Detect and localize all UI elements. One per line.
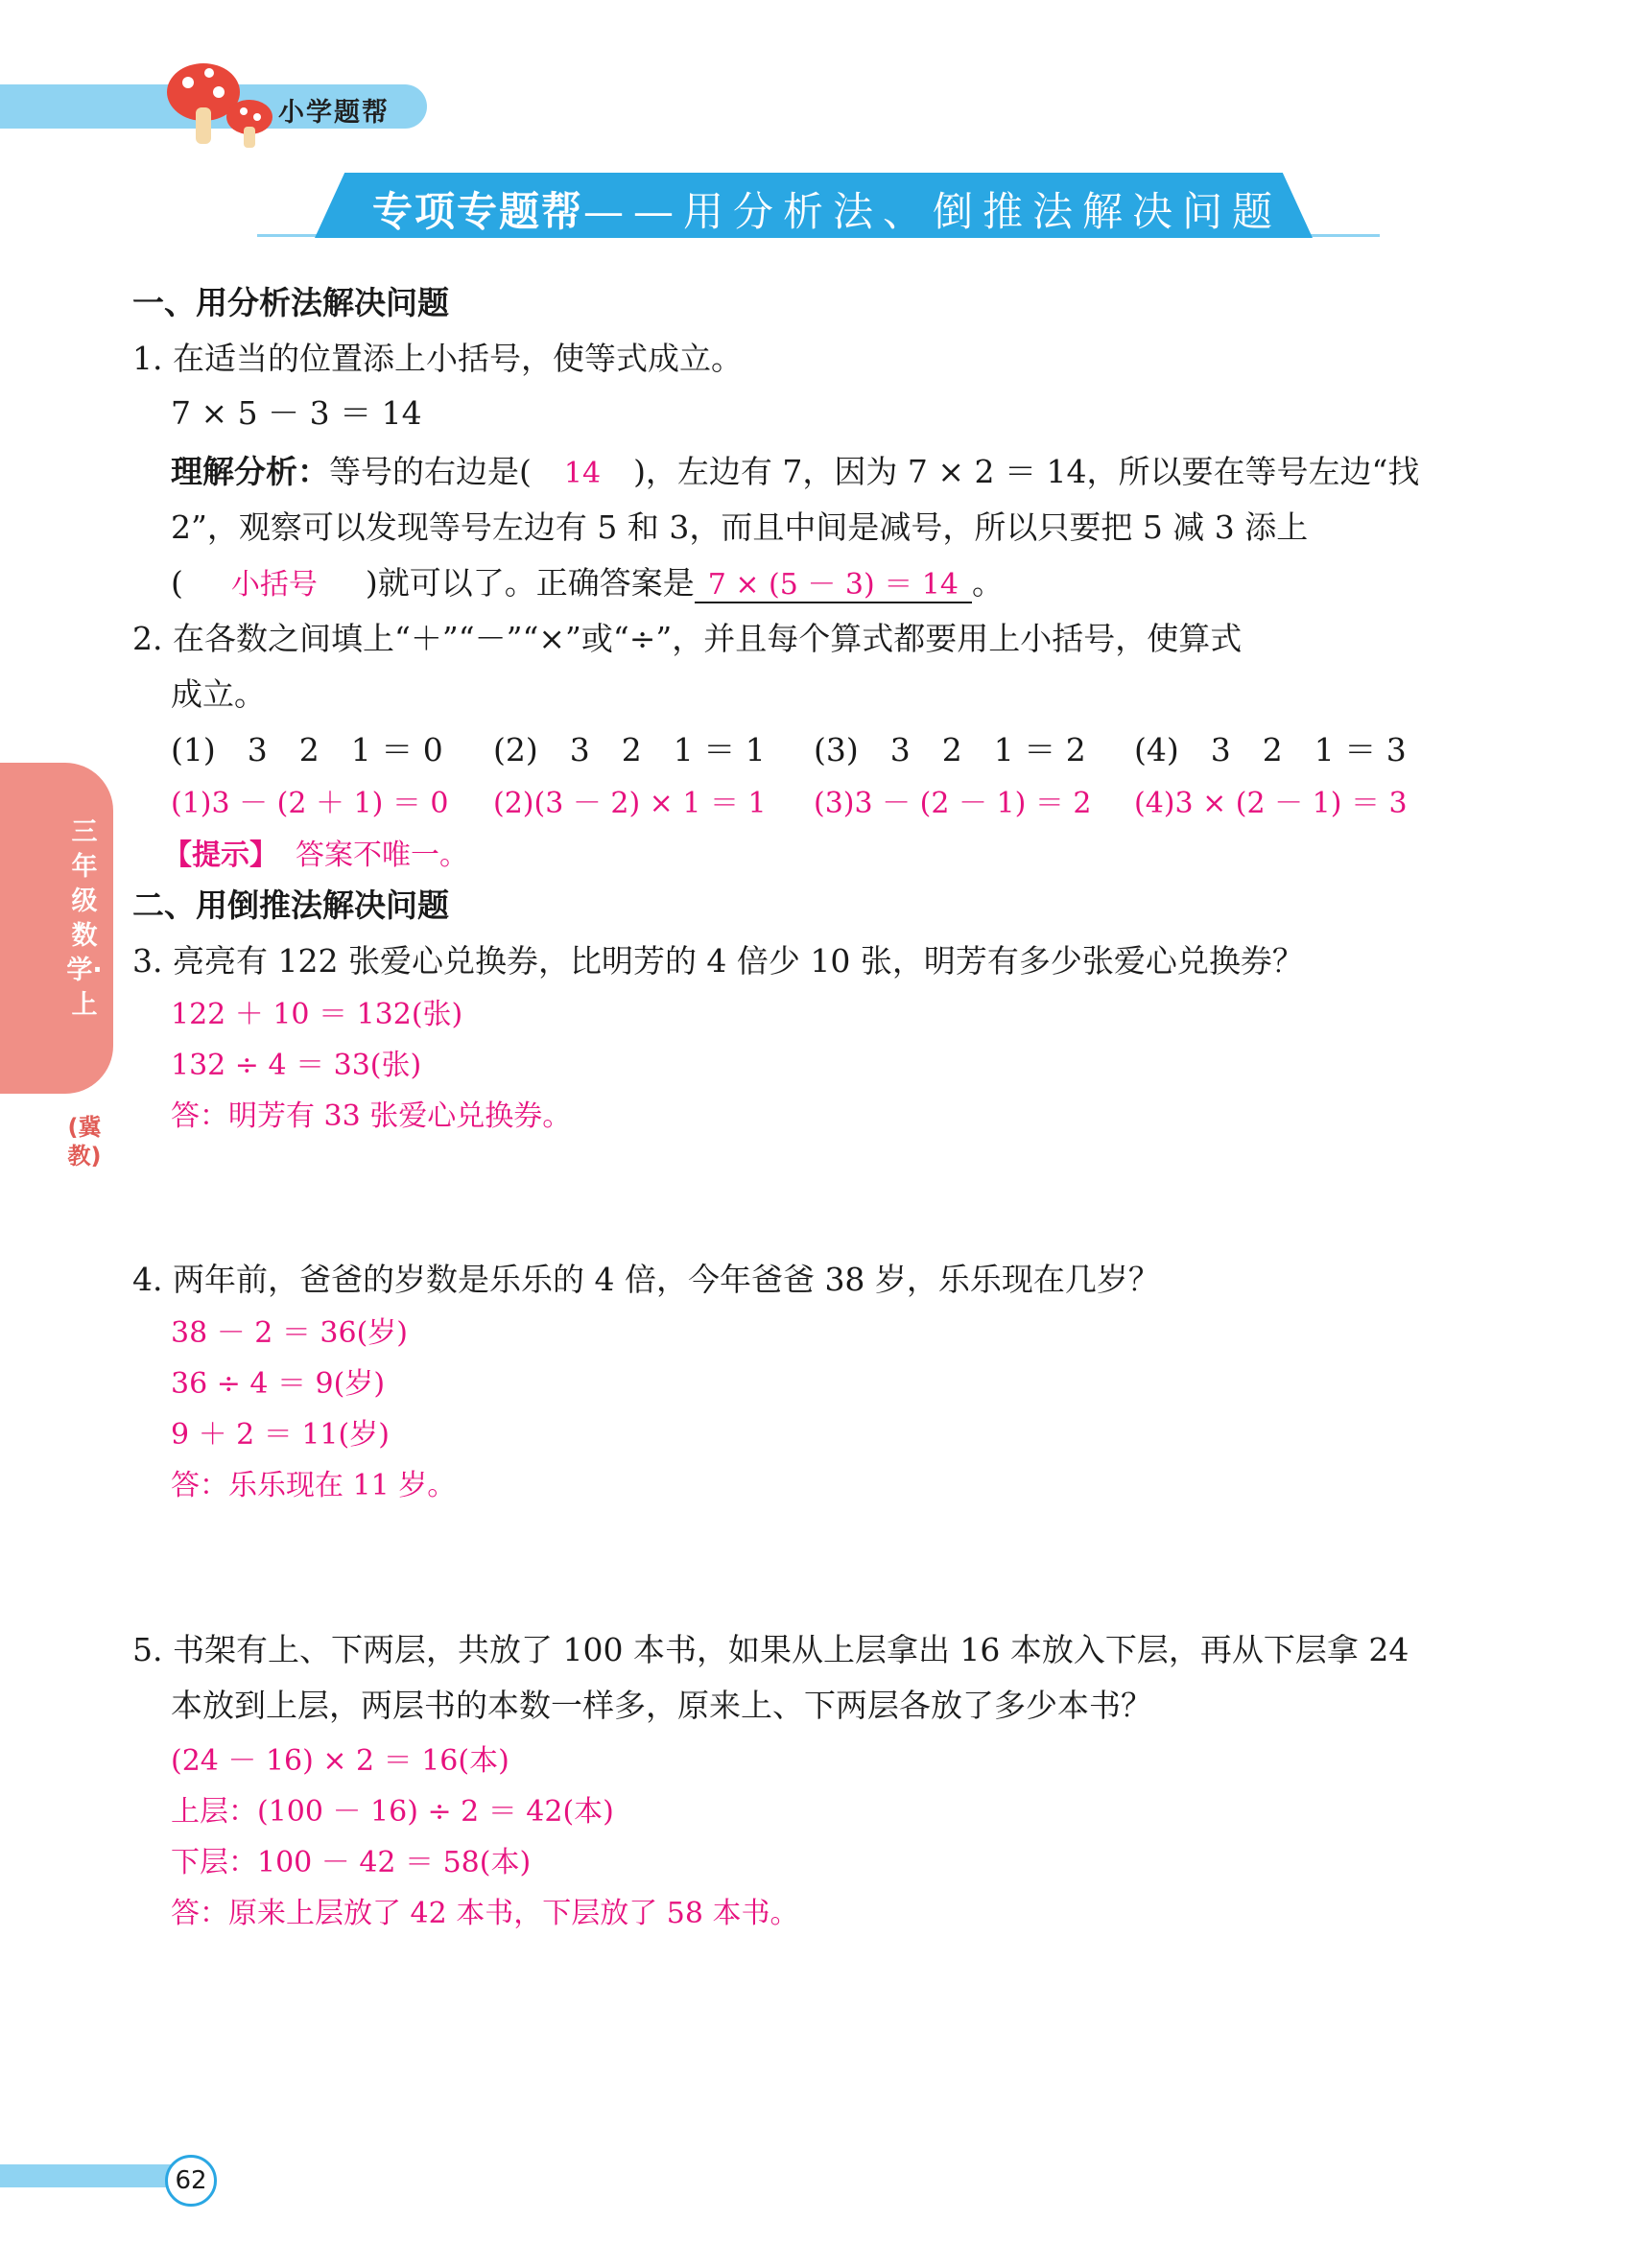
- q4-answer-2: 36 ÷ 4 ＝ 9(岁): [171, 1367, 386, 1401]
- page-title: [372, 180, 1282, 238]
- q3-answer-1: 122 ＋ 10 ＝ 132(张): [171, 998, 463, 1031]
- section-heading-2: 二、用倒推法解决问题: [132, 886, 449, 924]
- q4-answer-1: 38 － 2 ＝ 36(岁): [171, 1316, 408, 1350]
- title-sub: ——用分析法、倒推法解决问题: [583, 188, 1283, 235]
- q1-blank-answer: 7 × (5 － 3) ＝ 14: [695, 568, 972, 603]
- section-heading-1: 一、用分析法解决问题: [132, 284, 449, 321]
- q1-paren-open: (: [171, 564, 183, 602]
- q2-answer-2: (2)(3 － 2) × 1 ＝ 1: [493, 787, 767, 820]
- q2-answer-4: (4)3 × (2 － 1) ＝ 3: [1134, 787, 1408, 820]
- footer-band: [0, 2164, 182, 2187]
- q1-analysis-line2: 2”，观察可以发现等号左边有 5 和 3，而且中间是减号，所以只要把 5 减 3 添上: [171, 508, 1309, 546]
- q1-blank-14: 14: [563, 457, 602, 490]
- q3-stem: 3. 亮亮有 122 张爱心兑换券，比明芳的 4 倍少 10 张，明芳有多少张爱心兑换券？: [132, 942, 1304, 980]
- q4-stem: 4. 两年前，爸爸的岁数是乐乐的 4 倍，今年爸爸 38 岁，乐乐现在几岁？: [132, 1261, 1160, 1298]
- q1-analysis-label: 理解分析：: [171, 453, 329, 490]
- q3-answer-2: 132 ÷ 4 ＝ 33(张): [171, 1049, 422, 1082]
- brand-label: 小学题帮: [278, 98, 390, 128]
- q2-item-4: (4) 3 2 1 ＝ 3: [1134, 731, 1407, 768]
- q2-item-3: (3) 3 2 1 ＝ 2: [814, 731, 1086, 768]
- q1-analysis-line3: [171, 558, 1004, 603]
- q2-stem-line2: 成立。: [171, 675, 266, 713]
- q2-item-2: (2) 3 2 1 ＝ 1: [493, 731, 766, 768]
- side-grade-label: 三年级数学·上: [66, 817, 103, 1020]
- q1-text-b: )，左边有 7，因为 7 × 2 ＝ 14，所以要在等号左边“找: [633, 453, 1420, 490]
- q5-answer-2: 上层：(100 － 16) ÷ 2 ＝ 42(本): [171, 1795, 614, 1829]
- q1-analysis-line1: [171, 447, 1419, 492]
- q5-answer-1: (24 － 16) × 2 ＝ 16(本): [171, 1744, 509, 1778]
- q2-stem-line1: 2. 在各数之间填上“＋”“－”“×”或“÷”，并且每个算式都要用上小括号，使算式: [132, 620, 1243, 657]
- q1-text-c: )就可以了。正确答案是: [365, 564, 695, 602]
- q4-answer-3: 9 ＋ 2 ＝ 11(岁): [171, 1418, 390, 1452]
- q2-item-1: (1) 3 2 1 ＝ 0: [171, 731, 443, 768]
- q2-answer-3: (3)3 － (2 － 1) ＝ 2: [814, 787, 1092, 820]
- q2-hint-label: 【提示】: [163, 839, 278, 872]
- q2-hint: [163, 831, 468, 873]
- q2-hint-text: 答案不唯一。: [296, 839, 468, 872]
- mushroom-logo-icon: [163, 58, 278, 149]
- q5-stem-line1: 5. 书架有上、下两层，共放了 100 本书，如果从上层拿出 16 本放入下层，再从下层拿 24: [132, 1631, 1409, 1668]
- q1-blank-brackets: 小括号: [230, 568, 318, 602]
- q5-answer-3: 下层：100 － 42 ＝ 58(本): [171, 1846, 532, 1879]
- q2-answer-1: (1)3 － (2 ＋ 1) ＝ 0: [171, 787, 449, 820]
- q5-stem-line2: 本放到上层，两层书的本数一样多，原来上、下两层各放了多少本书？: [171, 1687, 1152, 1724]
- title-main: 专项专题帮: [372, 188, 584, 235]
- page-number: 62: [165, 2155, 217, 2207]
- q3-answer-3: 答：明芳有 33 张爱心兑换券。: [171, 1099, 572, 1133]
- q1-period: 。: [971, 564, 1004, 602]
- side-edition-label: (冀教): [67, 1114, 102, 1169]
- q4-answer-4: 答：乐乐现在 11 岁。: [171, 1469, 457, 1502]
- q5-answer-4: 答：原来上层放了 42 本书，下层放了 58 本书。: [171, 1897, 799, 1930]
- q1-stem: 1. 在适当的位置添上小括号，使等式成立。: [132, 340, 743, 377]
- q1-text-a: 等号的右边是(: [329, 453, 532, 490]
- q1-equation: 7 × 5 － 3 ＝ 14: [171, 394, 422, 432]
